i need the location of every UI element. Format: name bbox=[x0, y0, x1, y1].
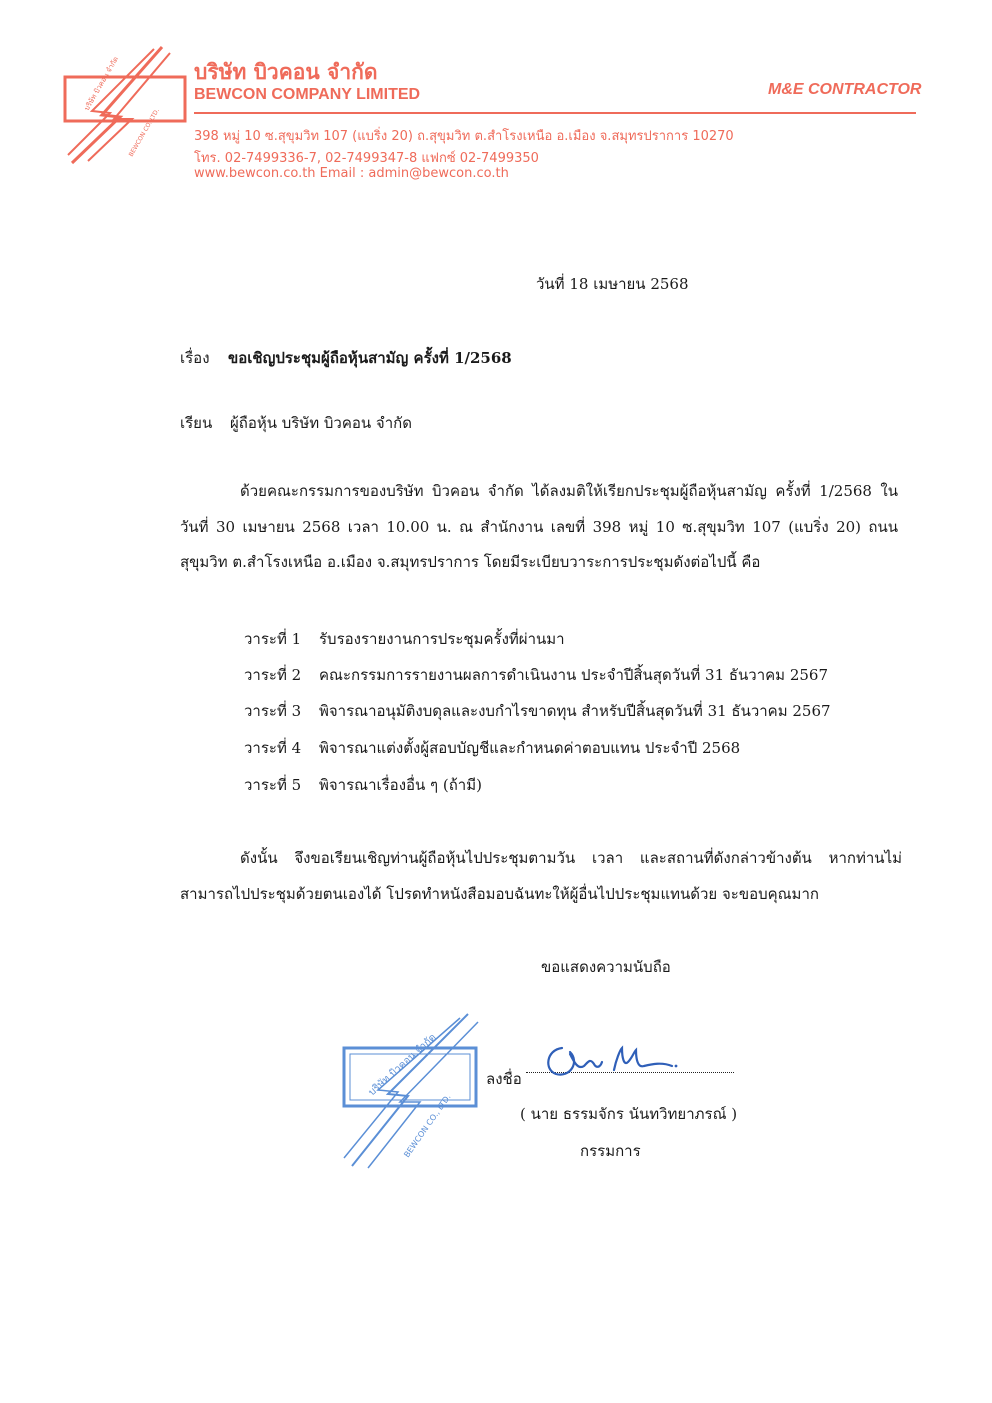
agenda-number: วาระที่ 4 bbox=[244, 739, 302, 757]
signer-title: กรรมการ bbox=[580, 1142, 641, 1160]
paragraph1-line: วันที่ 30 เมษายน 2568 เวลา 10.00 น. ณ สำนักงาน เลขที่ 398 หมู่ 10 ซ.สุขุมวิท 107 (แบริ่ง 20) ถนน bbox=[180, 518, 898, 536]
agenda-text: คณะกรรมการรายงานผลการดำเนินงาน ประจำปีสิ้นสุดวันที่ 31 ธันวาคม 2567 bbox=[319, 666, 829, 684]
company-address: 398 หมู่ 10 ซ.สุขุมวิท 107 (แบริ่ง 20) ถ.สุขุมวิท ต.สำโรงเหนือ อ.เมือง จ.สมุทรปราการ 10270 bbox=[194, 129, 734, 144]
company-tagline: M&E CONTRACTOR bbox=[768, 81, 922, 98]
agenda-text: รับรองรายงานการประชุมครั้งที่ผ่านมา bbox=[319, 630, 565, 648]
handwritten-signature bbox=[540, 1040, 680, 1086]
company-web-email: www.bewcon.co.th Email : admin@bewcon.co.th bbox=[194, 166, 509, 181]
letter-date: วันที่ 18 เมษายน 2568 bbox=[536, 275, 689, 293]
stamp-thai-text: บริษัท บิวคอน จำกัด bbox=[366, 1031, 439, 1099]
recipient-label: เรียน bbox=[180, 414, 213, 432]
paragraph2-line: ดังนั้น จึงขอเรียนเชิญท่านผู้ถือหุ้นไปประชุมตามวัน เวลา และสถานที่ดังกล่าวข้างต้น หากท่านไม่ bbox=[240, 849, 902, 867]
company-logo bbox=[62, 45, 190, 165]
logo-thai-text: บริษัท บิวคอน จำกัด bbox=[82, 55, 121, 112]
agenda-number: วาระที่ 1 bbox=[244, 630, 302, 648]
company-stamp bbox=[338, 1010, 484, 1170]
agenda-item bbox=[244, 627, 565, 651]
agenda-text: พิจารณาเรื่องอื่น ๆ (ถ้ามี) bbox=[319, 776, 482, 794]
paragraph2-line: สามารถไปประชุมด้วยตนเองได้ โปรดทำหนังสือมอบฉันทะให้ผู้อื่นไปประชุมแทนด้วย จะขอบคุณมาก bbox=[180, 885, 819, 903]
agenda-text: พิจารณาอนุมัติงบดุลและงบกำไรขาดทุน สำหรับปีสิ้นสุดวันที่ 31 ธันวาคม 2567 bbox=[319, 702, 831, 720]
logo-english-text: BEWCON CO.,LTD. bbox=[127, 107, 161, 158]
closing-salutation: ขอแสดงความนับถือ bbox=[541, 958, 671, 976]
agenda-item bbox=[244, 773, 482, 797]
subject-text: ขอเชิญประชุมผู้ถือหุ้นสามัญ ครั้งที่ 1/2568 bbox=[228, 349, 512, 367]
agenda-item bbox=[244, 699, 831, 723]
agenda-number: วาระที่ 3 bbox=[244, 702, 302, 720]
paragraph1-line: ด้วยคณะกรรมการของบริษัท บิวคอน จำกัด ได้ลงมติให้เรียกประชุมผู้ถือหุ้นสามัญ ครั้งที่ 1/2568 ใน bbox=[240, 482, 898, 500]
paragraph1-line: สุขุมวิท ต.สำโรงเหนือ อ.เมือง จ.สมุทรปราการ โดยมีระเบียบวาระการประชุมดังต่อไปนี้ คือ bbox=[180, 553, 761, 571]
company-phone: โทร. 02-7499336-7, 02-7499347-8 แฟกซ์ 02-7499350 bbox=[194, 151, 539, 166]
agenda-item bbox=[244, 663, 828, 687]
agenda-number: วาระที่ 2 bbox=[244, 666, 302, 684]
company-name-thai: บริษัท บิวคอน จำกัด bbox=[194, 60, 378, 84]
signer-name: ( นาย ธรรมจักร นันทวิทยาภรณ์ ) bbox=[520, 1105, 738, 1123]
header-divider bbox=[194, 112, 916, 114]
agenda-text: พิจารณาแต่งตั้งผู้สอบบัญชีและกำหนดค่าตอบแทน ประจำปี 2568 bbox=[319, 739, 741, 757]
stamp-english-text: BEWCON CO., LTD. bbox=[402, 1092, 453, 1160]
subject-label: เรื่อง bbox=[180, 349, 210, 367]
agenda-item bbox=[244, 736, 740, 760]
company-name-english: BEWCON COMPANY LIMITED bbox=[194, 86, 421, 103]
agenda-number: วาระที่ 5 bbox=[244, 776, 302, 794]
signature-label: ลงชื่อ bbox=[486, 1070, 522, 1088]
recipient-text: ผู้ถือหุ้น บริษัท บิวคอน จำกัด bbox=[230, 414, 412, 432]
